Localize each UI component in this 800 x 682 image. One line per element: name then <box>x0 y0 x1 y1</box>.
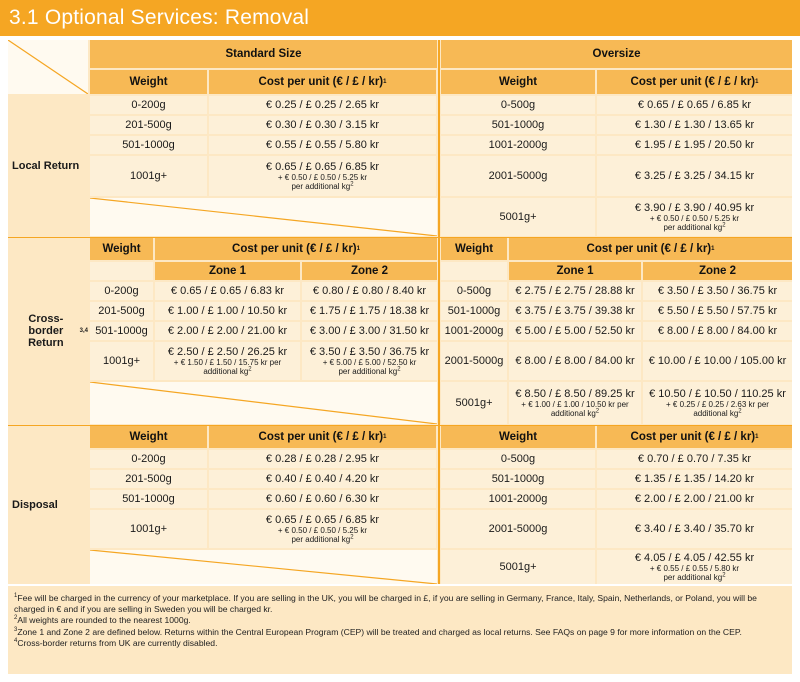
weight-cell: 0-500g <box>441 282 507 300</box>
footnotes <box>8 586 792 674</box>
weight-cell: 5001g+ <box>441 550 595 584</box>
footnote-ref: 2 <box>14 615 18 622</box>
weight-header: Weight <box>90 426 207 448</box>
cost-surcharge: + € 0.50 / £ 0.50 / 5.25 kr <box>277 173 368 182</box>
weight-cell: 0-200g <box>90 450 207 468</box>
weight-header: Weight <box>441 238 507 260</box>
cost-header: Cost per unit (€ / £ / kr) 1 <box>509 238 792 260</box>
row-label-local-return: Local Return <box>8 96 88 236</box>
weight-header: Weight <box>441 426 595 448</box>
cost-value: € 1.30 / £ 1.30 / 13.65 kr <box>634 119 755 131</box>
footnote-ref: 4 <box>14 637 18 644</box>
empty-diagonal-cell <box>90 382 437 424</box>
cost-cell <box>597 470 792 488</box>
cost-cell <box>597 96 792 114</box>
weight-cell: 2001-5000g <box>441 342 507 380</box>
weight-header: Weight <box>90 70 207 94</box>
zone2-cost-cell <box>643 322 792 340</box>
footnote <box>14 593 786 615</box>
cost-surcharge-unit: per additional $kg^2$ <box>291 181 354 191</box>
cost-cell <box>209 470 436 488</box>
cost-header: Cost per unit (€ / £ / kr) 1 <box>597 70 792 94</box>
footnote <box>14 627 786 638</box>
cost-value: € 2.50 / £ 2.50 / 26.25 kr <box>167 346 288 358</box>
zone1-cost-cell <box>509 382 641 424</box>
cost-surcharge-unit: additional $kg^2$ <box>550 408 600 418</box>
zone1-cost-cell <box>509 322 641 340</box>
footnote-text: All weights are rounded to the nearest 1000g. <box>17 615 191 626</box>
weight-cell: 0-200g <box>90 96 207 114</box>
cost-surcharge: + € 5.00 / £ 5.00 / 52.50 kr <box>322 358 417 367</box>
weight-cell: 201-500g <box>90 470 207 488</box>
zone2-cost-cell <box>302 302 437 320</box>
cost-cell <box>209 450 436 468</box>
column-divider <box>438 40 440 584</box>
cost-surcharge: + € 1.50 / £ 1.50 / 15.75 kr per <box>173 358 282 367</box>
footnote-ref: 2 <box>350 534 354 541</box>
cost-surcharge-unit: additional $kg^2$ <box>693 408 742 418</box>
oversize-header: Oversize <box>441 40 792 68</box>
footnote-ref: 2 <box>722 222 726 229</box>
zone1-cost-cell <box>509 282 641 300</box>
cost-value: € 5.50 / £ 5.50 / 57.75 kr <box>657 305 778 317</box>
weight-cell: 0-500g <box>441 96 595 114</box>
weight-cell: 0-500g <box>441 450 595 468</box>
cost-value: € 5.00 / £ 5.00 / 52.50 kr <box>515 325 635 337</box>
cost-value: € 0.65 / £ 0.65 / 6.85 kr <box>637 99 752 111</box>
cost-value: € 2.00 / £ 2.00 / 21.00 kr <box>634 493 755 505</box>
cost-cell <box>597 156 792 196</box>
cost-value: € 10.00 / £ 10.00 / 105.00 kr <box>648 355 787 367</box>
footnote <box>14 638 786 649</box>
zone2-cost-cell <box>302 282 437 300</box>
weight-cell: 501-1000g <box>441 116 595 134</box>
cost-value: € 0.70 / £ 0.70 / 7.35 kr <box>637 453 752 465</box>
weight-cell: 5001g+ <box>441 198 595 236</box>
footnote-ref: 2 <box>350 181 354 188</box>
footnote-ref: 2 <box>397 366 401 373</box>
pricing-table <box>8 40 792 584</box>
cost-surcharge: + € 0.50 / £ 0.50 / 5.25 kr <box>649 214 740 223</box>
weight-cell: 1001-2000g <box>441 322 507 340</box>
cost-value: € 3.75 / £ 3.75 / 39.38 kr <box>515 305 635 317</box>
weight-cell: 1001g+ <box>90 342 153 380</box>
cost-header: Cost per unit (€ / £ / kr) 1 <box>209 70 436 94</box>
cost-value: € 3.00 / £ 3.00 / 31.50 kr <box>309 325 430 337</box>
weight-cell: 501-1000g <box>441 470 595 488</box>
zone1-cost-cell <box>155 322 300 340</box>
cost-value: € 0.60 / £ 0.60 / 6.30 kr <box>265 493 380 505</box>
zone1-cost-cell <box>155 342 300 380</box>
zone1-cost-cell <box>509 302 641 320</box>
zone2-header: Zone 2 <box>302 262 437 280</box>
cost-value: € 1.95 / £ 1.95 / 20.50 kr <box>634 139 755 151</box>
zone2-cost-cell <box>643 302 792 320</box>
cost-value: € 10.50 / £ 10.50 / 110.25 kr <box>649 388 786 400</box>
footnote-ref: 2 <box>595 408 600 415</box>
weight-cell: 501-1000g <box>90 322 153 340</box>
row-label-disposal: Disposal <box>8 426 88 584</box>
corner-diagonal <box>8 40 88 94</box>
cost-cell <box>597 136 792 154</box>
weight-cell: 1001g+ <box>90 156 207 196</box>
zone2-cost-cell <box>302 342 437 380</box>
cost-value: € 3.40 / £ 3.40 / 35.70 kr <box>634 523 755 535</box>
weight-header: Weight <box>441 70 595 94</box>
cost-cell <box>597 198 792 236</box>
weight-cell: 501-1000g <box>90 490 207 508</box>
cost-surcharge-unit: per additional $kg^2$ <box>291 534 354 544</box>
cost-value: € 2.00 / £ 2.00 / 21.00 kr <box>167 325 288 337</box>
cost-cell <box>597 550 792 584</box>
weight-cell: 2001-5000g <box>441 156 595 196</box>
cost-value: € 0.80 / £ 0.80 / 8.40 kr <box>312 285 427 297</box>
cost-cell <box>597 510 792 548</box>
cost-cell <box>597 490 792 508</box>
footnote-text: Zone 1 and Zone 2 are defined below. Returns within the Central European Program (CEP) will be treated and charged as local returns. See FAQs on page 9 for more information on the CEP. <box>17 626 742 637</box>
cost-surcharge-unit: additional $kg^2$ <box>203 366 252 376</box>
zone2-cost-cell <box>643 382 792 424</box>
cost-value: € 3.50 / £ 3.50 / 36.75 kr <box>309 346 430 358</box>
weight-cell: 0-200g <box>90 282 153 300</box>
cost-surcharge-unit: per additional $kg^2$ <box>338 366 401 376</box>
cost-header: Cost per unit (€ / £ / kr) 1 <box>155 238 437 260</box>
cost-surcharge: + € 0.25 / £ 0.25 / 2.63 kr per <box>666 400 769 409</box>
cost-value: € 3.25 / £ 3.25 / 34.15 kr <box>634 170 755 182</box>
cost-cell <box>209 156 436 196</box>
weight-cell: 501-1000g <box>441 302 507 320</box>
row-label-cross-border: Cross-border Return 3,4 <box>8 238 88 424</box>
cost-value: € 8.50 / £ 8.50 / 89.25 kr <box>515 388 635 400</box>
section-divider <box>8 425 792 427</box>
footnote-ref: 2 <box>248 366 252 373</box>
cost-surcharge: + € 0.55 / £ 0.55 / 5.80 kr <box>649 564 740 573</box>
weight-cell: 1001-2000g <box>441 490 595 508</box>
footnote-ref: 2 <box>738 408 742 415</box>
page-title: 3.1 Optional Services: Removal <box>0 0 800 36</box>
cost-surcharge-unit: per additional $kg^2$ <box>663 222 726 232</box>
cost-surcharge-unit: per additional $kg^2$ <box>663 572 726 582</box>
cost-value: € 3.90 / £ 3.90 / 40.95 kr <box>634 202 755 214</box>
cost-cell <box>209 510 436 548</box>
cost-value: € 1.75 / £ 1.75 / 18.38 kr <box>309 305 430 317</box>
cost-value: € 0.30 / £ 0.30 / 3.15 kr <box>265 119 380 131</box>
empty-cell <box>441 262 507 280</box>
cost-value: € 0.25 / £ 0.25 / 2.65 kr <box>265 99 380 111</box>
cost-value: € 1.00 / £ 1.00 / 10.50 kr <box>167 305 288 317</box>
weight-header: Weight <box>90 238 153 260</box>
weight-cell: 201-500g <box>90 302 153 320</box>
zone2-cost-cell <box>643 282 792 300</box>
weight-cell: 501-1000g <box>90 136 207 154</box>
cost-surcharge: + € 1.00 / £ 1.00 / 10.50 kr per <box>521 400 629 409</box>
cost-cell <box>209 96 436 114</box>
zone1-cost-cell <box>155 302 300 320</box>
zone2-header: Zone 2 <box>643 262 792 280</box>
cost-value: € 0.55 / £ 0.55 / 5.80 kr <box>265 139 380 151</box>
zone1-cost-cell <box>155 282 300 300</box>
footnote-text: Fee will be charged in the currency of your marketplace. If you are selling in the UK, you will be charged in £, if you are selling in Germany, France, Italy, Spain, Netherlands, or Poland, you will be charged in € and if you are selling in Sweden you will be charged kr. <box>14 593 757 615</box>
cost-header: Cost per unit (€ / £ / kr) 1 <box>209 426 436 448</box>
empty-diagonal-cell <box>90 198 437 236</box>
zone2-cost-cell <box>302 322 437 340</box>
footnote-ref: 2 <box>722 572 726 579</box>
cost-value: € 0.40 / £ 0.40 / 4.20 kr <box>265 473 380 485</box>
footnote-ref: 3 <box>14 626 18 633</box>
cost-value: € 1.35 / £ 1.35 / 14.20 kr <box>634 473 755 485</box>
zone1-header: Zone 1 <box>155 262 300 280</box>
cost-cell <box>597 116 792 134</box>
zone1-cost-cell <box>509 342 641 380</box>
cost-cell <box>597 450 792 468</box>
cost-header: Cost per unit (€ / £ / kr) 1 <box>597 426 792 448</box>
empty-diagonal-cell <box>90 550 437 584</box>
footnote-text: Cross-border returns from UK are currently disabled. <box>17 637 218 648</box>
section-divider <box>8 237 792 239</box>
footnote-ref: 1 <box>14 593 18 600</box>
standard-size-header: Standard Size <box>90 40 437 68</box>
cost-value: € 2.75 / £ 2.75 / 28.88 kr <box>515 285 635 297</box>
footnote <box>14 615 786 626</box>
weight-cell: 201-500g <box>90 116 207 134</box>
weight-cell: 1001g+ <box>90 510 207 548</box>
cost-cell <box>209 136 436 154</box>
cost-value: € 4.05 / £ 4.05 / 42.55 kr <box>634 552 755 564</box>
cost-value: € 8.00 / £ 8.00 / 84.00 kr <box>657 325 778 337</box>
cost-surcharge: + € 0.50 / £ 0.50 / 5.25 kr <box>277 526 368 535</box>
zone1-header: Zone 1 <box>509 262 641 280</box>
zone2-cost-cell <box>643 342 792 380</box>
cost-cell <box>209 116 436 134</box>
weight-cell: 1001-2000g <box>441 136 595 154</box>
cost-value: € 8.00 / £ 8.00 / 84.00 kr <box>515 355 635 367</box>
empty-cell <box>90 262 153 280</box>
cost-value: € 0.65 / £ 0.65 / 6.85 kr <box>265 514 380 526</box>
cost-value: € 0.28 / £ 0.28 / 2.95 kr <box>265 453 380 465</box>
weight-cell: 2001-5000g <box>441 510 595 548</box>
weight-cell: 5001g+ <box>441 382 507 424</box>
cost-cell <box>209 490 436 508</box>
cost-value: € 0.65 / £ 0.65 / 6.83 kr <box>170 285 285 297</box>
cost-value: € 0.65 / £ 0.65 / 6.85 kr <box>265 161 380 173</box>
cost-value: € 3.50 / £ 3.50 / 36.75 kr <box>657 285 778 297</box>
